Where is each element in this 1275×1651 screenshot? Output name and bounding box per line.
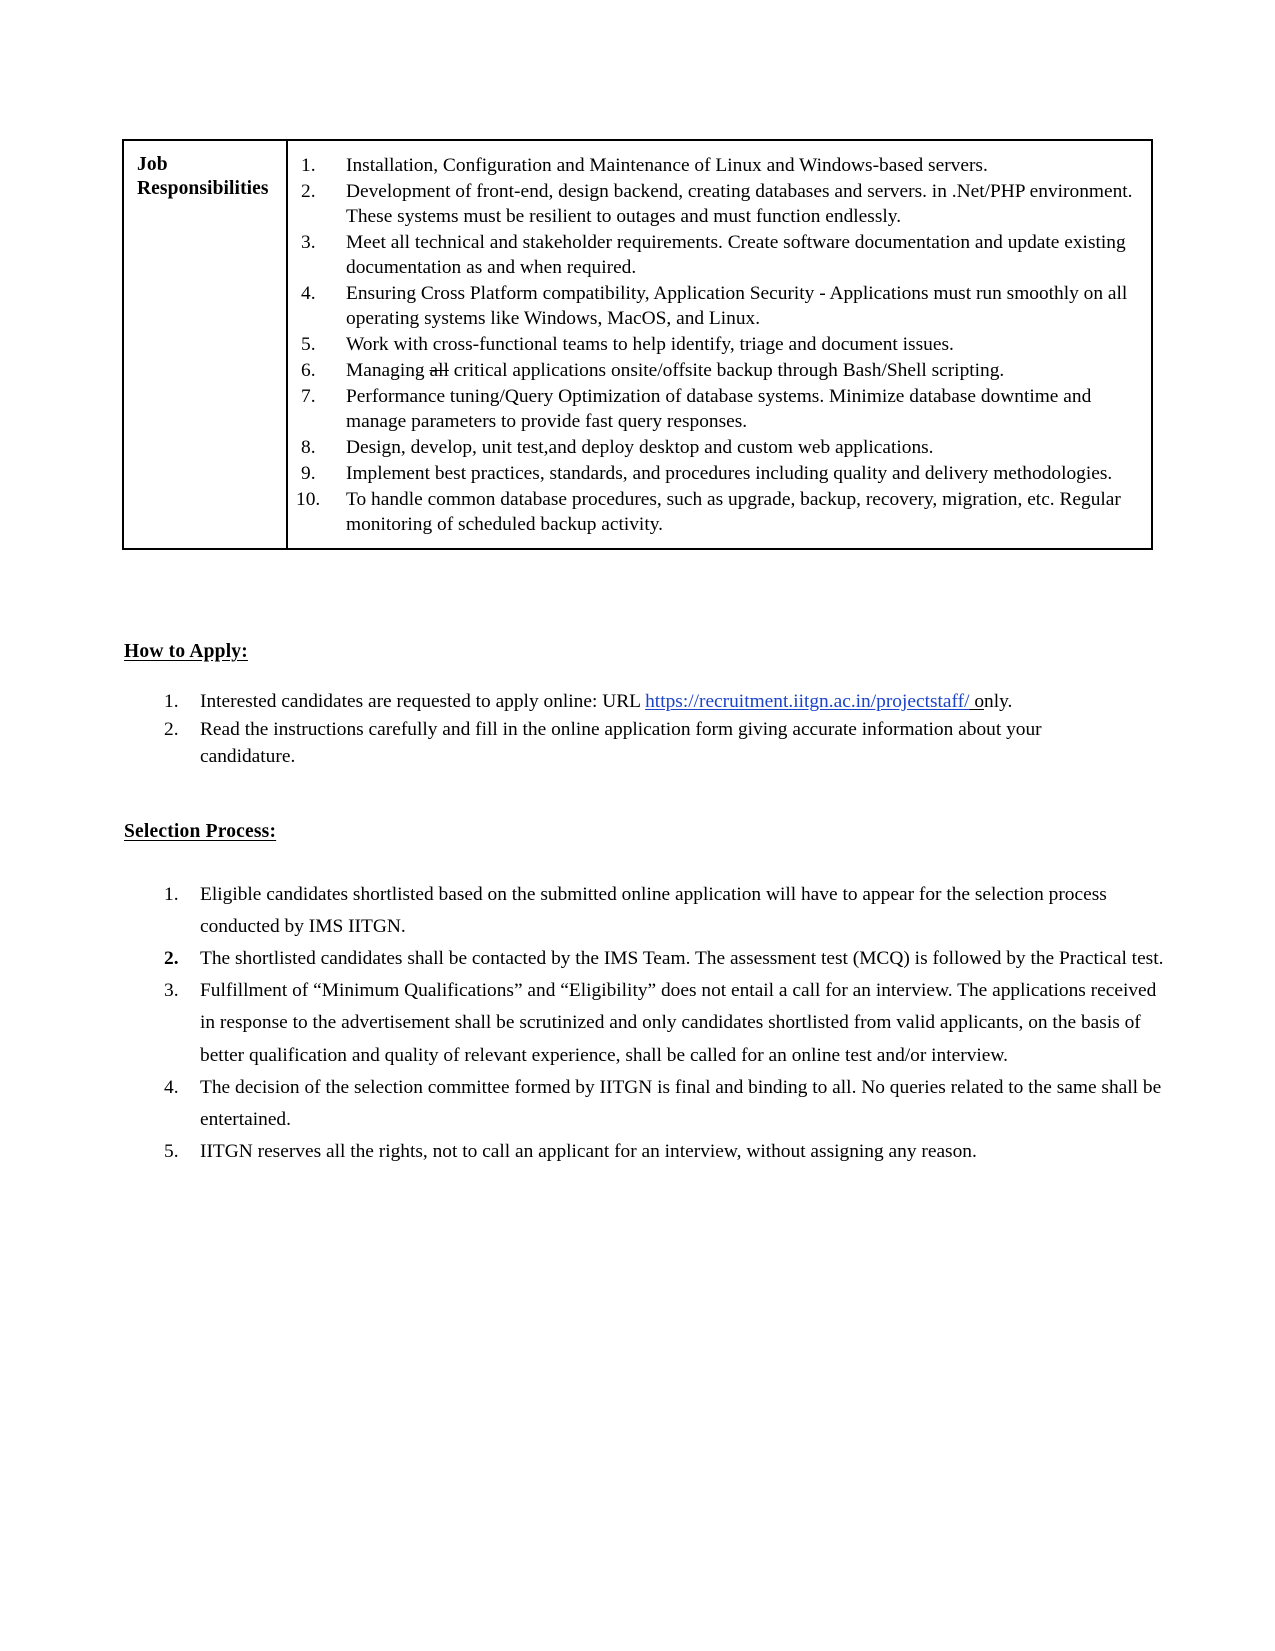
list-item-number: 3. bbox=[164, 980, 179, 1002]
list-item-number: 9. bbox=[301, 462, 316, 484]
list-item-text: Fulfillment of “Minimum Qualifications” and “Eligibility” does not entail a call for an interview. The applications received in response to the advertisement shall be scrutinized and only candidates shortlisted from valid applicants, on the basis of better qualification and quality of relevant experience, shall be called for an online test and/or interview. bbox=[200, 980, 1157, 1066]
table-row bbox=[124, 141, 1151, 548]
how-to-apply-list bbox=[124, 688, 1134, 771]
list-item-number: 3. bbox=[301, 231, 316, 253]
link-trailing-underlined-text: o bbox=[969, 691, 985, 712]
list-item bbox=[288, 332, 1143, 357]
list-item-number: 10. bbox=[296, 488, 321, 510]
list-item bbox=[124, 688, 1134, 715]
list-item-text: Installation, Configuration and Maintenance of Linux and Windows-based servers. bbox=[346, 155, 988, 176]
job-responsibilities-label-cell bbox=[124, 141, 287, 548]
list-item-text: Meet all technical and stakeholder requirements. Create software documentation and update existing documentation as and when required. bbox=[346, 231, 1126, 279]
list-item-text: Design, develop, unit test,and deploy desktop and custom web applications. bbox=[346, 436, 934, 458]
list-item bbox=[124, 716, 1134, 770]
list-item bbox=[288, 230, 1143, 281]
recruitment-portal-link[interactable]: https://recruitment.iitgn.ac.in/projectstaff/ bbox=[645, 691, 970, 712]
list-item-text: Eligible candidates shortlisted based on the submitted online application will have to appear for the selection process conducted by IMS IITGN. bbox=[200, 884, 1107, 938]
list-item-number: 1. bbox=[164, 884, 179, 905]
list-item-number: 2. bbox=[164, 948, 179, 970]
list-item-text: IITGN reserves all the rights, not to call an applicant for an interview, without assigning any reason. bbox=[200, 1140, 977, 1162]
list-item bbox=[124, 1072, 1164, 1136]
list-item-number: 5. bbox=[301, 334, 316, 356]
list-item bbox=[288, 153, 1143, 178]
list-item-number: 8. bbox=[301, 436, 316, 458]
list-item-number: 5. bbox=[164, 1140, 179, 1162]
list-item-text: Performance tuning/Query Optimization of database systems. Minimize database downtime and manage parameters to provide fast query responses. bbox=[346, 385, 1092, 433]
list-item-text: The decision of the selection committee formed by IITGN is final and binding to all. No queries related to the same shall be entertained. bbox=[200, 1076, 1162, 1130]
list-item-number: 6. bbox=[301, 360, 316, 381]
list-item-number: 1. bbox=[301, 155, 316, 176]
list-item-number: 2. bbox=[164, 719, 179, 741]
list-item bbox=[124, 943, 1164, 975]
struck-out-word: all bbox=[429, 360, 449, 381]
list-item-text: Development of front-end, design backend, creating databases and servers. in .Net/PHP environment. These systems must be resilient to outages and must function endlessly. bbox=[346, 180, 1133, 228]
list-item bbox=[288, 384, 1143, 435]
list-item bbox=[288, 358, 1143, 383]
list-item bbox=[124, 879, 1164, 943]
list-item-text: To handle common database procedures, such as upgrade, backup, recovery, migration, etc. Regular monitoring of scheduled backup activity. bbox=[346, 488, 1121, 535]
selection-process-heading: Selection Process: bbox=[124, 821, 277, 842]
how-to-apply-heading: How to Apply: bbox=[124, 641, 248, 662]
job-responsibilities-list bbox=[288, 153, 1143, 537]
list-item bbox=[288, 281, 1143, 332]
list-item bbox=[124, 975, 1164, 1071]
selection-process-list bbox=[124, 879, 1164, 1168]
list-item-text-after-link: nly. bbox=[984, 691, 1013, 712]
list-item-text: Ensuring Cross Platform compatibility, Application Security - Applications must run smoothly on all operating systems like Windows, MacOS, and Linux. bbox=[346, 283, 1128, 330]
list-item-text: Implement best practices, standards, and procedures including quality and delivery methodologies. bbox=[346, 462, 1113, 484]
list-item bbox=[288, 435, 1143, 460]
list-item-text-before-link: Interested candidates are requested to apply online: URL bbox=[200, 691, 646, 712]
list-item-number: 4. bbox=[164, 1076, 179, 1098]
list-item bbox=[288, 179, 1143, 230]
list-item-number: 4. bbox=[301, 283, 316, 305]
list-item bbox=[288, 487, 1143, 538]
list-item-number: 2. bbox=[301, 180, 316, 202]
list-item-number: 7. bbox=[301, 385, 316, 407]
list-item bbox=[124, 1136, 1164, 1168]
list-item bbox=[288, 461, 1143, 486]
list-item-number: 1. bbox=[164, 691, 179, 712]
list-item-text: The shortlisted candidates shall be contacted by the IMS Team. The assessment test (MCQ) is followed by the Practical test. bbox=[200, 948, 1164, 970]
job-responsibilities-label-line1: Job bbox=[137, 154, 168, 175]
job-responsibilities-label-line2: Responsibilities bbox=[137, 177, 269, 199]
job-responsibilities-body-cell bbox=[287, 141, 1151, 548]
job-responsibilities-table bbox=[122, 139, 1153, 550]
list-item-text-before-strike: Managing bbox=[346, 360, 430, 381]
list-item-text-after-strike: critical applications onsite/offsite backup through Bash/Shell scripting. bbox=[448, 360, 1005, 381]
list-item-text: Read the instructions carefully and fill in the online application form giving accurate information about your candidature. bbox=[200, 719, 1042, 768]
list-item-text: Work with cross-functional teams to help identify, triage and document issues. bbox=[346, 334, 954, 356]
